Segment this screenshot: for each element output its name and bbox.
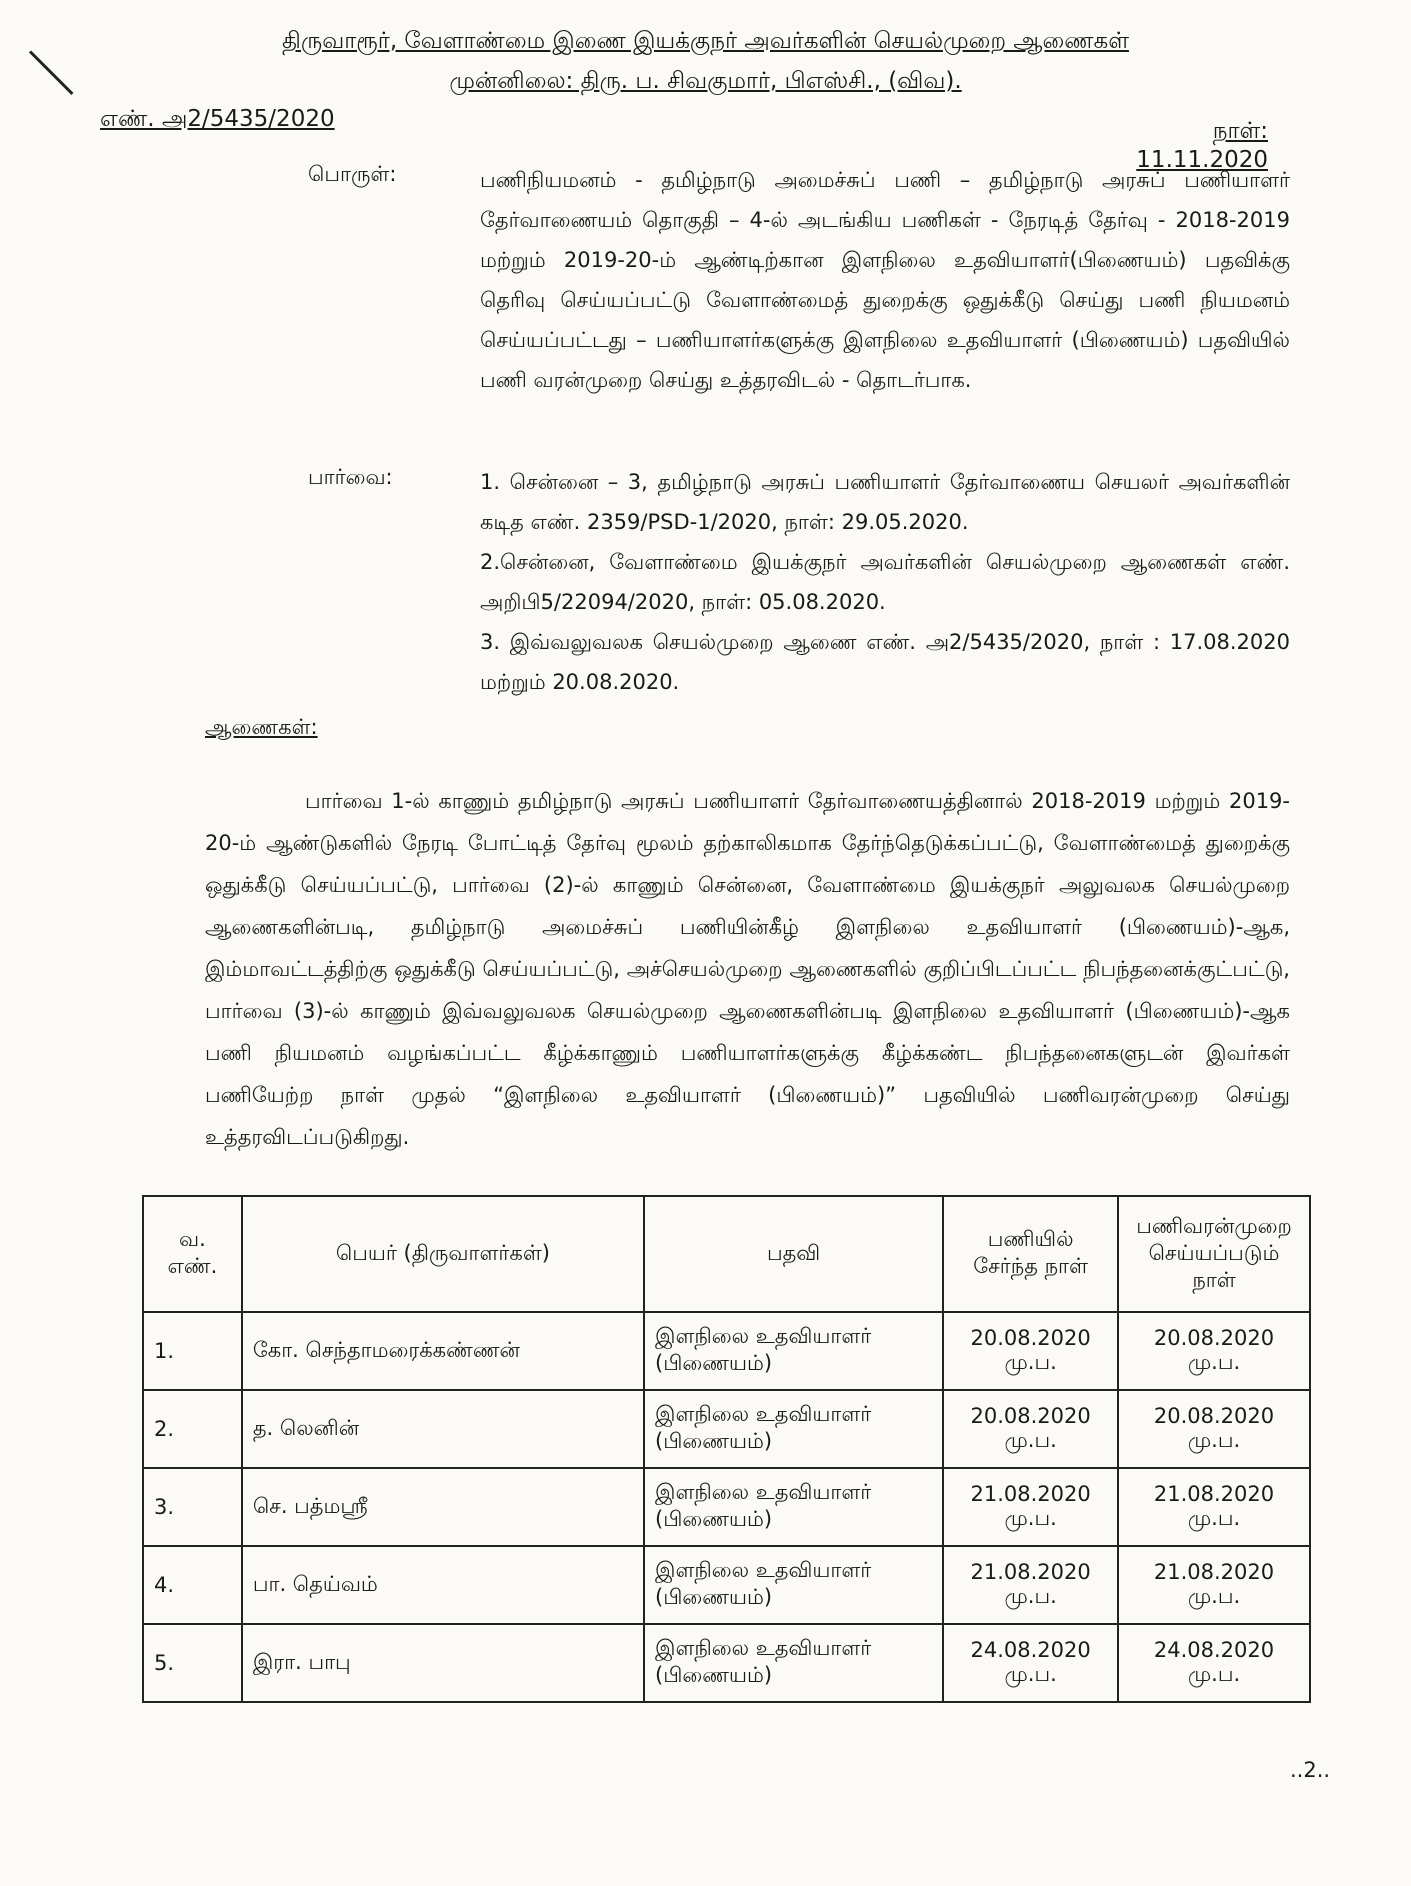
- serial: 5.: [143, 1624, 242, 1702]
- col-joined: பணியில் சேர்ந்த நாள்: [943, 1196, 1118, 1312]
- orders-heading: ஆணைகள்:: [205, 715, 318, 739]
- post: இளநிலை உதவியாளர் (பிணையம்): [644, 1624, 943, 1702]
- regularised-date: 24.08.2020 மு.ப.: [1118, 1624, 1310, 1702]
- name: செ. பத்மஸ்ரீ: [242, 1468, 644, 1546]
- table-header-row: [143, 1196, 1310, 1312]
- reference-item: 2.சென்னை, வேளாண்மை இயக்குநர் அவர்களின் செயல்முறை ஆணைகள் எண். அறிபி5/22094/2020, நாள்: 05.08.2020.: [480, 550, 1290, 614]
- document-title: திருவாரூர், வேளாண்மை இணை இயக்குநர் அவர்களின் செயல்முறை ஆணைகள்: [282, 28, 1129, 54]
- name: கோ. செந்தாமரைக்கண்ணன்: [242, 1312, 644, 1390]
- serial: 2.: [143, 1390, 242, 1468]
- serial: 4.: [143, 1546, 242, 1624]
- page-marker: ..2..: [1290, 1758, 1331, 1782]
- subject-text: பணிநியமனம் - தமிழ்நாடு அமைச்சுப் பணி – தமிழ்நாடு அரசுப் பணியாளர் தேர்வாணையம் தொகுதி – 4-ல் அடங்கிய பணிகள் - நேரடித் தேர்வு - 2018-2019 மற்றும் 2019-20-ம் ஆண்டிற்கான இளநிலை உதவியாளர்(பிணையம்) பதவிக்கு தெரிவு செய்யப்பட்டு வேளாண்மைத் துறைக்கு ஒதுக்கீடு செய்து பணி நியமனம் செய்யப்பட்டது – பணியாளர்களுக்கு இளநிலை உதவியாளர் (பிணையம்) பதவியில் பணி வரன்முறை செய்து உத்தரவிடல் - தொடர்பாக.: [480, 168, 1290, 392]
- joined-date: 20.08.2020 மு.ப.: [943, 1312, 1118, 1390]
- reference-item: 3. இவ்வலுவலக செயல்முறை ஆணை எண். அ2/5435/2020, நாள் : 17.08.2020 மற்றும் 20.08.2020.: [480, 630, 1290, 694]
- references-list: [480, 462, 1290, 702]
- post: இளநிலை உதவியாளர் (பிணையம்): [644, 1390, 943, 1468]
- table-row: [143, 1546, 1310, 1624]
- joined-date: 21.08.2020 மு.ப.: [943, 1468, 1118, 1546]
- regularised-date: 20.08.2020 மு.ப.: [1118, 1312, 1310, 1390]
- col-post: பதவி: [644, 1196, 943, 1312]
- table-row: [143, 1312, 1310, 1390]
- document-date: நாள்: 11.11.2020: [1136, 118, 1268, 173]
- joined-date: 20.08.2020 மு.ப.: [943, 1390, 1118, 1468]
- regularised-date: 21.08.2020 மு.ப.: [1118, 1546, 1310, 1624]
- table-row: [143, 1624, 1310, 1702]
- joined-date: 24.08.2020 மு.ப.: [943, 1624, 1118, 1702]
- serial: 3.: [143, 1468, 242, 1546]
- col-name: பெயர் (திருவாளர்கள்): [242, 1196, 644, 1312]
- reference-number: எண். அ2/5435/2020: [100, 106, 335, 132]
- reference-item: 1. சென்னை – 3, தமிழ்நாடு அரசுப் பணியாளர் தேர்வாணைய செயலர் அவர்களின் கடித எண். 2359/PSD-1/2020, நாள்: 29.05.2020.: [480, 470, 1290, 534]
- presence-line: முன்னிலை: திரு. ப. சிவகுமார், பிஎஸ்சி., (விவ).: [449, 68, 962, 94]
- table-row: [143, 1390, 1310, 1468]
- col-serial: வ. எண்.: [143, 1196, 242, 1312]
- orders-paragraph: பார்வை 1-ல் காணும் தமிழ்நாடு அரசுப் பணியாளர் தேர்வாணையத்தினால் 2018-2019 மற்றும் 2019-20-ம் ஆண்டுகளில் நேரடி போட்டித் தேர்வு மூலம் தற்காலிகமாக தேர்ந்தெடுக்கப்பட்டு, வேளாண்மைத் துறைக்கு ஒதுக்கீடு செய்யப்பட்டு, பார்வை (2)-ல் காணும் சென்னை, வேளாண்மை இயக்குநர் அலுவலக செயல்முறை ஆணைகளின்படி, தமிழ்நாடு அமைச்சுப் பணியின்கீழ் இளநிலை உதவியாளர் (பிணையம்)-ஆக, இம்மாவட்டத்திற்கு ஒதுக்கீடு செய்யப்பட்டு, அச்செயல்முறை ஆணைகளில் குறிப்பிடப்பட்ட நிபந்தனைக்குட்பட்டு, பார்வை (3)-ல் காணும் இவ்வலுவலக செயல்முறை ஆணைகளின்படி இளநிலை உதவியாளர் (பிணையம்)-ஆக பணி நியமனம் வழங்கப்பட்ட கீழ்க்காணும் பணியாளர்களுக்கு கீழ்க்கண்ட நிபந்தனைகளுடன் இவர்கள் பணியேற்ற நாள் முதல் “இளநிலை உதவியாளர் (பிணையம்)” பதவியில் பணிவரன்முறை செய்து உத்தரவிடப்படுகிறது.: [205, 789, 1290, 1149]
- table-row: [143, 1468, 1310, 1546]
- post: இளநிலை உதவியாளர் (பிணையம்): [644, 1546, 943, 1624]
- serial: 1.: [143, 1312, 242, 1390]
- post: இளநிலை உதவியாளர் (பிணையம்): [644, 1468, 943, 1546]
- subject-label: பொருள்:: [308, 162, 397, 186]
- regularised-date: 21.08.2020 மு.ப.: [1118, 1468, 1310, 1546]
- name: இரா. பாபு: [242, 1624, 644, 1702]
- name: பா. தெய்வம்: [242, 1546, 644, 1624]
- post: இளநிலை உதவியாளர் (பிணையம்): [644, 1312, 943, 1390]
- references-label: பார்வை:: [308, 465, 393, 489]
- regularised-date: 20.08.2020 மு.ப.: [1118, 1390, 1310, 1468]
- col-regularised: பணிவரன்முறை செய்யப்படும் நாள்: [1118, 1196, 1310, 1312]
- joined-date: 21.08.2020 மு.ப.: [943, 1546, 1118, 1624]
- name: த. லெனின்: [242, 1390, 644, 1468]
- appointment-table: [142, 1195, 1311, 1703]
